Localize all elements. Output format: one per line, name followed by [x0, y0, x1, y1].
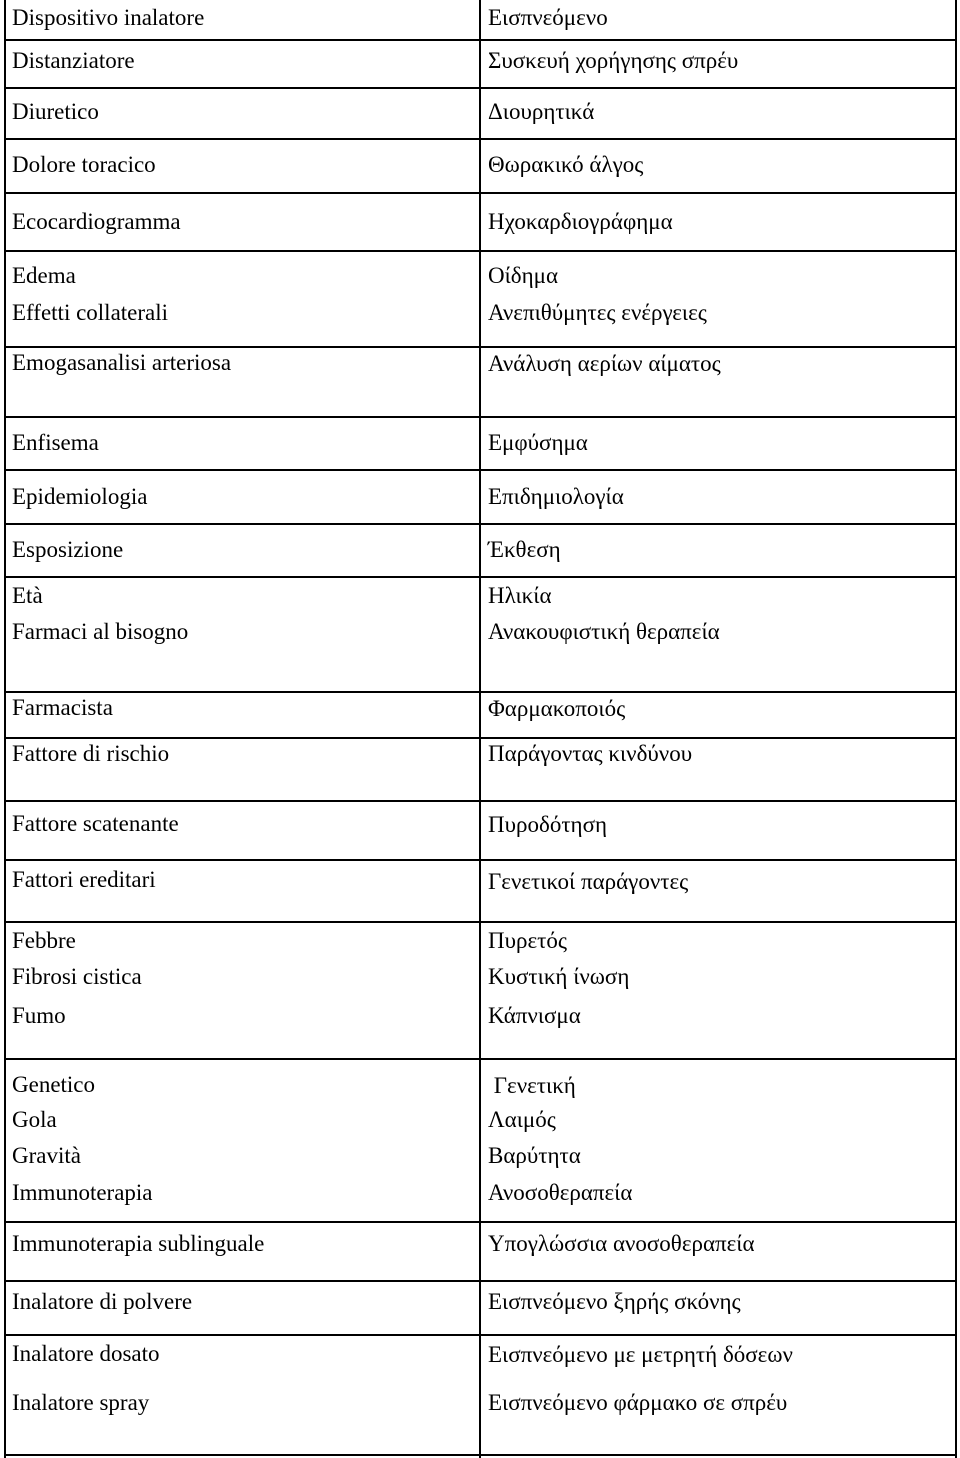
italian-term: Dolore toracico	[12, 152, 156, 177]
greek-term: Γενετικοί παράγοντες	[488, 869, 689, 894]
table-right-border	[955, 0, 957, 1458]
row-divider	[4, 39, 957, 41]
italian-term: Inalatore dosato	[12, 1341, 160, 1366]
italian-term: Dispositivo inalatore	[12, 5, 205, 30]
greek-term: Εισπνεόμενο	[488, 5, 608, 30]
row-divider	[4, 737, 957, 739]
italian-term: Fibrosi cistica	[12, 964, 142, 989]
greek-term: Ηχοκαρδιογράφημα	[488, 209, 673, 234]
italian-term: Immunoterapia	[12, 1180, 153, 1205]
italian-term: Genetico	[12, 1072, 96, 1097]
greek-term: Ανεπιθύμητες ενέργειες	[488, 300, 707, 325]
italian-term: Epidemiologia	[12, 484, 148, 509]
row-divider	[4, 859, 957, 861]
italian-term: Edema	[12, 263, 76, 288]
italian-term: Fumo	[12, 1003, 66, 1028]
greek-term: Οίδημα	[488, 263, 559, 288]
italian-term: Fattore scatenante	[12, 811, 179, 836]
italian-term: Effetti collaterali	[12, 300, 169, 325]
italian-term: Fattori ereditari	[12, 867, 156, 892]
italian-term: Diuretico	[12, 99, 99, 124]
italian-term: Farmaci al bisogno	[12, 619, 189, 644]
table-column-divider	[479, 0, 481, 1458]
greek-term: Υπογλώσσια ανοσοθεραπεία	[488, 1231, 755, 1256]
italian-term: Febbre	[12, 928, 76, 953]
italian-term: Farmacista	[12, 695, 113, 720]
greek-term: Έκθεση	[488, 537, 561, 562]
italian-term: Inalatore di polvere	[12, 1289, 193, 1314]
italian-term: Gola	[12, 1107, 57, 1132]
row-divider	[4, 921, 957, 923]
greek-term: Εμφύσημα	[488, 430, 588, 455]
italian-term: Distanziatore	[12, 48, 135, 73]
row-divider	[4, 138, 957, 140]
row-divider	[4, 346, 957, 348]
row-divider	[4, 576, 957, 578]
row-divider	[4, 1334, 957, 1336]
table-bottom-border	[4, 1454, 957, 1456]
greek-term: Ανοσοθεραπεία	[488, 1180, 633, 1205]
row-divider	[4, 87, 957, 89]
italian-term: Immunoterapia sublinguale	[12, 1231, 265, 1256]
greek-term: Πυροδότηση	[488, 812, 608, 837]
row-divider	[4, 469, 957, 471]
row-divider	[4, 691, 957, 693]
row-divider	[4, 192, 957, 194]
greek-term: Λαιμός	[488, 1107, 556, 1132]
greek-term: Κυστική ίνωση	[488, 964, 630, 989]
row-divider	[4, 523, 957, 525]
italian-term: Enfisema	[12, 430, 99, 455]
greek-term: Γενετική	[488, 1073, 576, 1098]
row-divider	[4, 1221, 957, 1223]
greek-term: Πυρετός	[488, 928, 567, 953]
italian-term: Età	[12, 583, 43, 608]
italian-term: Fattore di rischio	[12, 741, 170, 766]
italian-term: Ecocardiogramma	[12, 209, 181, 234]
table-left-border	[4, 0, 6, 1458]
greek-term: Παράγοντας κινδύνου	[488, 741, 693, 766]
greek-term: Εισπνεόμενο ξηρής σκόνης	[488, 1289, 741, 1314]
greek-term: Εισπνεόμενο με μετρητή δόσεων	[488, 1342, 793, 1367]
row-divider	[4, 1280, 957, 1282]
italian-term: Gravità	[12, 1143, 81, 1168]
greek-term: Ανακουφιστική θεραπεία	[488, 619, 720, 644]
row-divider	[4, 416, 957, 418]
greek-term: Θωρακικό άλγος	[488, 152, 644, 177]
row-divider	[4, 800, 957, 802]
row-divider	[4, 1058, 957, 1060]
greek-term: Διουρητικά	[488, 99, 595, 124]
greek-term: Βαρύτητα	[488, 1143, 581, 1168]
row-divider	[4, 250, 957, 252]
greek-term: Ανάλυση αερίων αίματος	[488, 351, 721, 376]
italian-term: Inalatore spray	[12, 1390, 150, 1415]
italian-term: Esposizione	[12, 537, 124, 562]
italian-term: Emogasanalisi arteriosa	[12, 350, 232, 375]
greek-term: Ηλικία	[488, 583, 552, 608]
greek-term: Εισπνεόμενο φάρμακο σε σπρέυ	[488, 1390, 788, 1415]
greek-term: Επιδημιολογία	[488, 484, 624, 509]
greek-term: Κάπνισμα	[488, 1003, 581, 1028]
greek-term: Συσκευή χορήγησης σπρέυ	[488, 48, 739, 73]
greek-term: Φαρμακοποιός	[488, 696, 626, 721]
